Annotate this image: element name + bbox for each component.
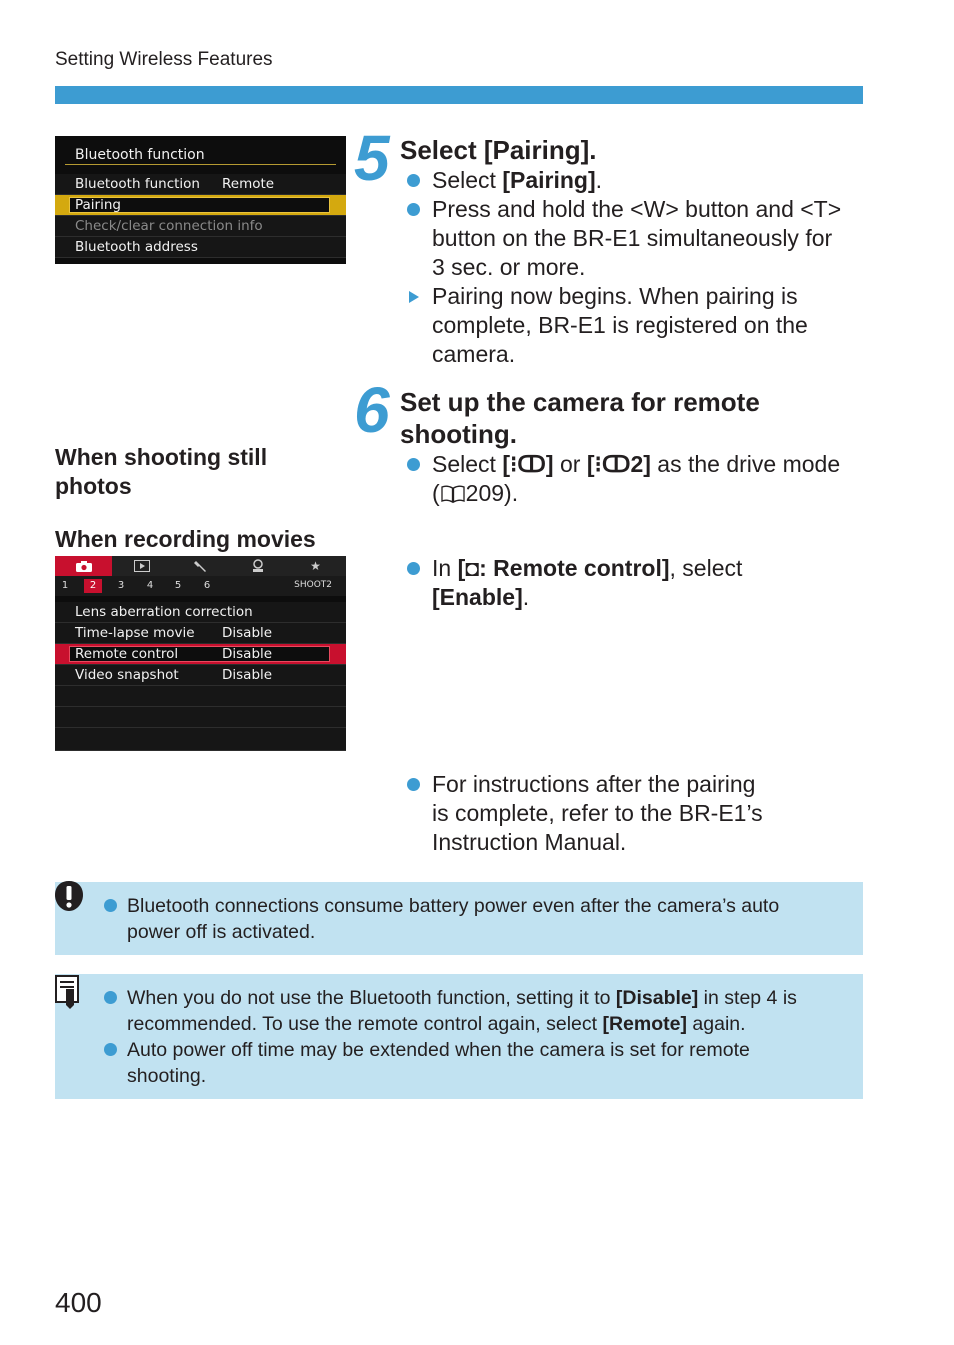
bullet-icon bbox=[407, 562, 420, 575]
bullet-icon bbox=[407, 203, 420, 216]
memo-text: Auto power off time may be extended when the camera is set for remote shooting. bbox=[127, 1039, 750, 1087]
step-title: Select [Pairing]. bbox=[400, 135, 597, 165]
bullet-icon bbox=[407, 174, 420, 187]
menu-row bbox=[55, 174, 346, 195]
bullet-icon bbox=[104, 1043, 117, 1056]
section-title: Setting Wireless Features bbox=[55, 49, 273, 70]
menu-page-label: SHOOT2 bbox=[294, 580, 332, 590]
menu-row bbox=[55, 216, 346, 237]
menu-row-label: Check/clear connection info bbox=[75, 218, 263, 234]
menu-row-selected bbox=[55, 195, 346, 216]
menu-row bbox=[55, 623, 346, 644]
bullet-icon bbox=[407, 458, 420, 471]
camera-tab-icon bbox=[55, 556, 112, 576]
menu-row-label: Lens aberration correction bbox=[75, 604, 253, 620]
menu-row-empty bbox=[55, 707, 346, 728]
drive-mode-remote2-icon: [⁝ↀ2] bbox=[586, 451, 651, 477]
header-bar bbox=[55, 86, 863, 104]
menu-row-label: Remote control bbox=[75, 646, 179, 662]
menu-row bbox=[55, 665, 346, 686]
custom-tab-icon bbox=[229, 556, 286, 576]
subtab-5: 5 bbox=[174, 580, 182, 591]
menu-tab-bar bbox=[55, 556, 346, 576]
menu-row-empty bbox=[55, 728, 346, 751]
menu-row-value: Disable bbox=[222, 625, 273, 641]
drive-mode-remote-icon: [⁝ↀ] bbox=[502, 451, 554, 477]
menu-row-empty bbox=[55, 686, 346, 707]
menu-row-selected bbox=[55, 644, 346, 665]
step-number: 6 bbox=[354, 374, 388, 446]
step-title: Set up the camera for remote shooting. bbox=[400, 387, 760, 449]
menu-subtab-bar bbox=[55, 576, 346, 596]
step-result: Pairing now begins. When pairing is complete, BR-E1 is registered on the camera. bbox=[432, 283, 808, 367]
setup-tab-icon bbox=[171, 556, 228, 576]
caution-text: Bluetooth connections consume battery power even after the camera’s auto power off is activated. bbox=[127, 895, 780, 943]
menu-row bbox=[55, 602, 346, 623]
page-number: 400 bbox=[55, 1287, 102, 1318]
step-instruction: For instructions after the pairing is complete, refer to the BR-E1’s Instruction Manual. bbox=[432, 771, 763, 855]
caution-icon bbox=[54, 880, 84, 917]
menu-title: Bluetooth function bbox=[75, 147, 205, 163]
menu-row-label: Video snapshot bbox=[75, 667, 179, 683]
subtab-3: 3 bbox=[117, 580, 125, 591]
step-instruction: In [◘: Remote control], select [Enable]. bbox=[432, 555, 743, 610]
subtab-6: 6 bbox=[203, 580, 211, 591]
result-arrow-icon bbox=[409, 291, 419, 303]
step-instruction: Select [Pairing]. bbox=[432, 167, 602, 193]
menu-row-value: Disable bbox=[222, 667, 273, 683]
menu-row-label: Pairing bbox=[75, 197, 121, 213]
subtab-1: 1 bbox=[61, 580, 69, 591]
book-reference-icon bbox=[440, 482, 466, 502]
still-photos-heading: When shooting still photos bbox=[55, 444, 268, 499]
bullet-icon bbox=[407, 778, 420, 791]
bluetooth-menu-screen bbox=[55, 136, 346, 264]
menu-title-divider bbox=[65, 164, 336, 165]
shooting-menu-screen bbox=[55, 556, 346, 751]
memo-icon bbox=[55, 975, 81, 1014]
my-menu-star-icon: ★ bbox=[310, 559, 321, 573]
menu-row-label: Bluetooth address bbox=[75, 239, 198, 255]
menu-row-label: Time-lapse movie bbox=[75, 625, 195, 641]
memo-text: When you do not use the Bluetooth function, setting it to [Disable] in step 4 is recommended. To use the remote control again, select [Remote] again. bbox=[127, 987, 797, 1035]
subtab-4: 4 bbox=[146, 580, 154, 591]
step-instruction: Select [⁝ↀ] or [⁝ↀ2] as the drive mode ( 209). bbox=[432, 451, 841, 506]
step-instruction: Press and hold the <W> button and <T> button on the BR-E1 simultaneously for 3 sec. or more. bbox=[432, 196, 842, 280]
subtab-2: 2 bbox=[84, 579, 102, 593]
movies-heading: When recording movies bbox=[55, 526, 316, 552]
menu-row-label: Bluetooth function bbox=[75, 176, 200, 192]
step-number: 5 bbox=[354, 122, 388, 194]
menu-row-value: Disable bbox=[222, 646, 273, 662]
bullet-icon bbox=[104, 991, 117, 1004]
menu-row-value: Remote bbox=[222, 176, 275, 192]
menu-row bbox=[55, 237, 346, 258]
bullet-icon bbox=[104, 899, 117, 912]
playback-tab-icon bbox=[113, 556, 170, 576]
